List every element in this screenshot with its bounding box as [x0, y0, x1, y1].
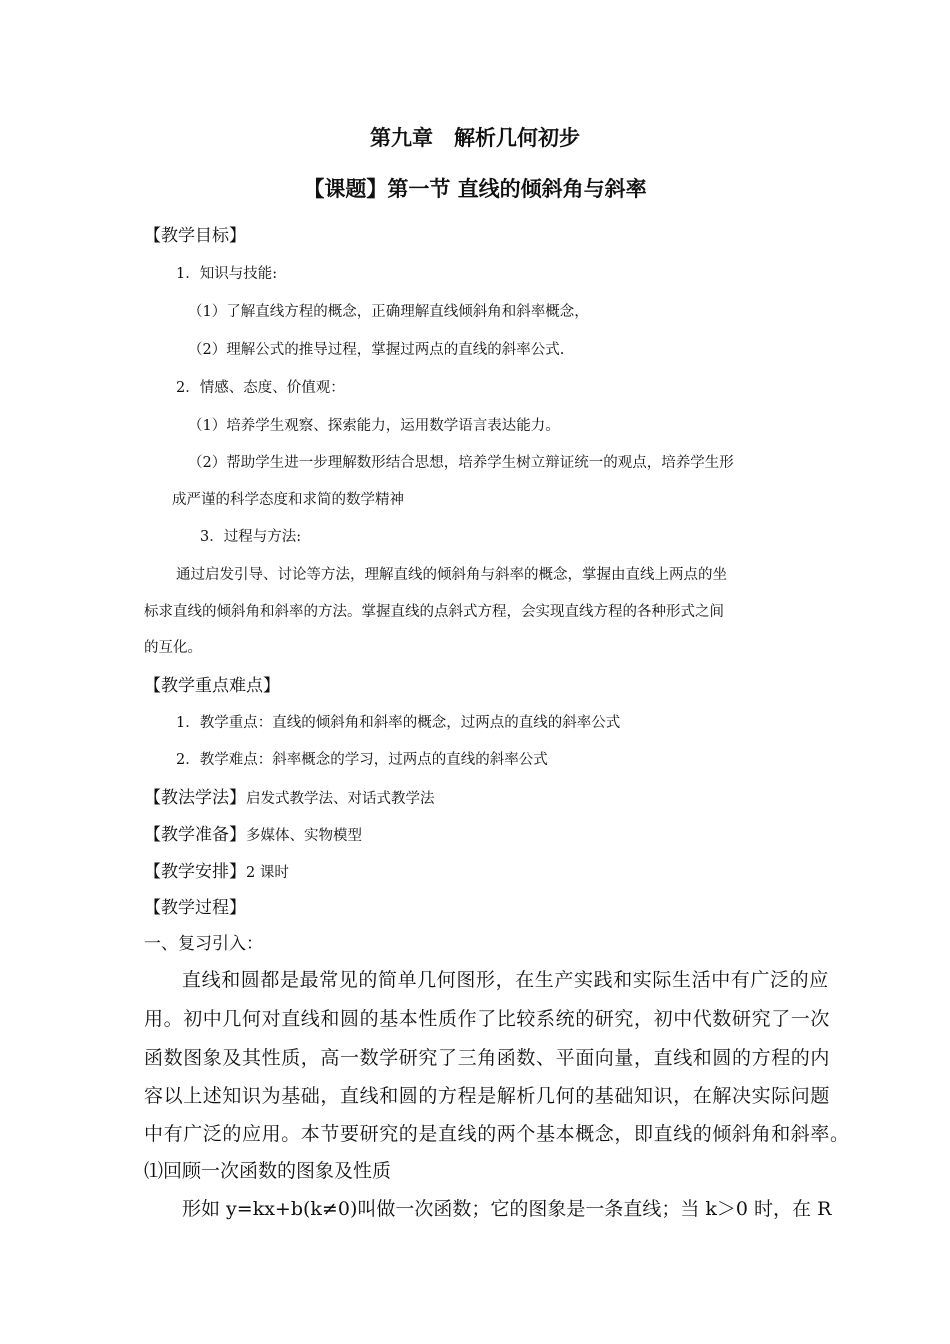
goal3-label: 3．过程与方法: — [200, 529, 302, 545]
goals-heading: 【教学目标】 — [144, 226, 246, 246]
schedule-line — [144, 857, 289, 882]
intro-line4: 容以上述知识为基础，直线和圆的方程是解析几何的基础知识，在解决实际问题 — [144, 1085, 831, 1107]
goal1-item1: （1）了解直线方程的概念，正确理解直线倾斜角和斜率概念， — [188, 304, 589, 320]
goal1-label: 1．知识与技能: — [176, 266, 278, 282]
intro-line2: 用。初中几何对直线和圆的基本性质作了比较系统的研究，初中代数研究了一次 — [144, 1008, 831, 1030]
intro-line1: 直线和圆都是最常见的简单几何图形，在生产实践和实际生活中有广泛的应 — [182, 969, 829, 991]
goal3-text-line2: 标求直线的倾斜角和斜率的方法。掌握直线的点斜式方程，会实现直线方程的各种形式之间 — [144, 604, 724, 620]
prep-heading: 【教学准备】 — [144, 825, 246, 845]
lesson-title: 【课题】第一节 直线的倾斜角与斜率 — [303, 177, 647, 201]
chapter-title: 第九章 解析几何初步 — [370, 126, 580, 150]
process-heading: 【教学过程】 — [144, 898, 246, 918]
schedule-text: 2 课时 — [246, 865, 289, 881]
schedule-heading: 【教学安排】 — [144, 862, 246, 882]
review-item: ⑴回顾一次函数的图象及性质 — [144, 1160, 392, 1182]
key-point: 1．教学重点：直线的倾斜角和斜率的概念，过两点的直线的斜率公式 — [176, 715, 621, 731]
section1-heading: 一、复习引入： — [144, 934, 263, 954]
method-text: 启发式教学法、对话式教学法 — [246, 791, 435, 807]
method-heading: 【教法学法】 — [144, 788, 246, 808]
goal2-item2-line2: 成严谨的科学态度和求简的数学精神 — [172, 492, 404, 508]
goal3-text-line1: 通过启发引导、讨论等方法，理解直线的倾斜角与斜率的概念，掌握由直线上两点的坐 — [176, 567, 727, 583]
goal1-item2: （2）理解公式的推导过程，掌握过两点的直线的斜率公式. — [188, 342, 565, 358]
prep-line — [144, 820, 362, 845]
intro-line3: 函数图象及其性质，高一数学研究了三角函数、平面向量，直线和圆的方程的内 — [144, 1047, 831, 1069]
goal2-item2-line1: （2）帮助学生进一步理解数形结合思想，培养学生树立辩证统一的观点，培养学生形 — [188, 455, 734, 471]
intro-line5: 中有广泛的应用。本节要研究的是直线的两个基本概念，即直线的倾斜角和斜率。 — [144, 1123, 850, 1145]
goal2-label: 2．情感、态度、价值观： — [176, 380, 345, 396]
goal2-item1: （1）培养学生观察、探索能力，运用数学语言表达能力。 — [188, 418, 560, 434]
prep-text: 多媒体、实物模型 — [246, 828, 362, 844]
key-difficult-heading: 【教学重点难点】 — [144, 676, 280, 696]
goal3-text-line3: 的互化。 — [144, 640, 202, 656]
difficult-point: 2．教学难点：斜率概念的学习，过两点的直线的斜率公式 — [176, 752, 548, 768]
function-text: 形如 y=kx+b(k≠0)叫做一次函数；它的图象是一条直线；当 k＞0 时，在 R — [182, 1198, 832, 1220]
method-line — [144, 783, 435, 808]
